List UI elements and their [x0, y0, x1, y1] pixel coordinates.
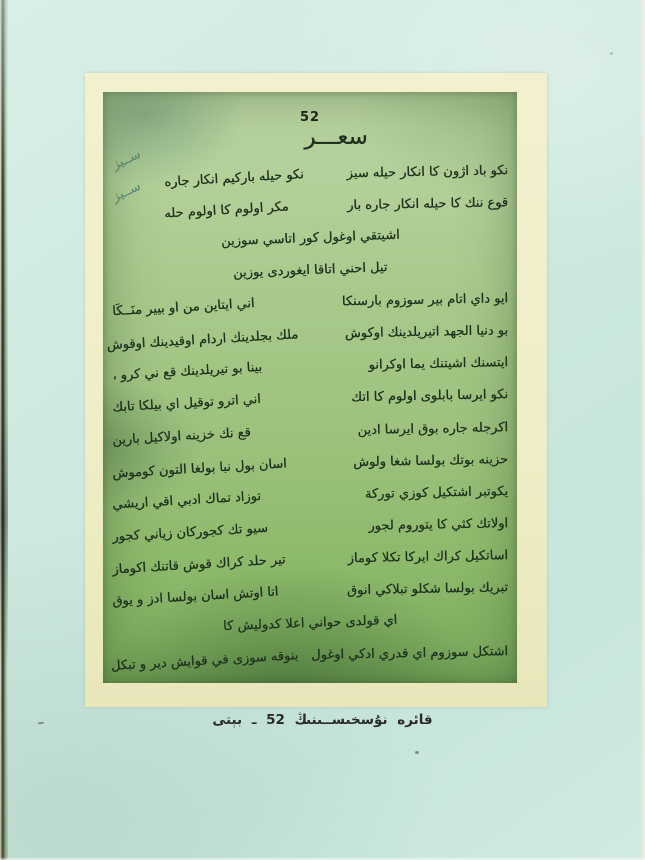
- verse-line: [112, 635, 509, 675]
- hemistich-right: يكوتبر اشتكيل كوزي توركة: [364, 483, 509, 502]
- hemistich-left: سيو تك كجوركان زياني كجور: [111, 520, 269, 544]
- hemistich-left: مكر اولوم كا اولوم حله: [163, 199, 289, 222]
- hemistich-right: اولاتك كثي كا يتوروم لجور: [368, 515, 509, 534]
- hemistich-left: اني اترو توقيل اي بيلكا تابك: [111, 391, 262, 416]
- hemistich-left: ملك بجلدينك اردام اوقيدينك اوقوش: [106, 327, 299, 354]
- hemistich-left: اسان بول نبا بولغا التون كوموش: [111, 455, 288, 481]
- margin-note: ســيز: [109, 146, 144, 174]
- photo-caption: قائره نۇسخىســىنىڭ 52 ـ بېتى: [212, 712, 433, 728]
- hemistich-left: بينا بو تيريلدينك قع ني كرو ،: [111, 359, 263, 384]
- paper-speck: [610, 52, 613, 55]
- manuscript-photo: [85, 73, 547, 707]
- book-spine-shadow: [0, 0, 8, 860]
- verse-center: اشيتقي اوغول كور اتاسي سوزين: [220, 227, 400, 249]
- plate-heading: سعـــر: [304, 124, 368, 150]
- hemistich-right: نكو ايرسا بابلوى اولوم كا اتك: [351, 387, 509, 406]
- hemistich-left: نكو حيله باركيم انكار جاره: [163, 166, 305, 190]
- margin-note: ســيز: [109, 179, 144, 206]
- hemistich-right: اشتكل سوزوم اي قدري ادكي اوغول: [310, 643, 509, 663]
- hemistich-left: اتا اوتش اسان بولسا ادز و يوق: [111, 583, 279, 609]
- verse-center: اي قولدى حواني اعلا كدوليش كا: [222, 612, 398, 634]
- manuscript-lines: [106, 146, 509, 674]
- hemistich-right: قوع ننك كا حيله انكار جاره بار: [346, 194, 509, 213]
- hemistich-left: بنوقه سوزى في قوايش دير و تبكل: [110, 647, 299, 674]
- hemistich-right: نكو باد اژون كا انكار حيله سيز: [346, 162, 509, 181]
- hemistich-right: ايتسنك اشيتنك يما اوكرانو: [368, 355, 509, 373]
- folio-number: 52: [299, 110, 321, 125]
- hemistich-right: اكرجله جاره بوق ايرسا ادين: [357, 419, 509, 438]
- page-right-edge: [640, 0, 645, 860]
- manuscript-plate: [103, 92, 517, 683]
- hemistich-right: حزينه بوتك بولسا شغا ولوش: [352, 451, 509, 470]
- hemistich-left: قع نك خزينه اولاكيل بارين: [111, 424, 252, 448]
- hemistich-left: اني ايتاين من او بيير منَــكَا: [111, 295, 255, 320]
- hemistich-left: توزاد تماك ادبي اقي اريشي: [111, 488, 262, 512]
- verse-center: تيل احني اتاقا ايغوردى يوزين: [232, 259, 388, 281]
- hemistich-right: اساتكيل كراك ايركا تكلا كوماز: [347, 547, 509, 566]
- hemistich-right: بو دنيا الجهد اتيريلدينك اوكوش: [344, 323, 509, 342]
- paper-speck: [415, 751, 419, 754]
- hemistich-left: تير حلد كراك قوش قاتنك اكوماز: [111, 551, 286, 577]
- hemistich-right: تبريك بولسا شكلو تبلاكي انوق: [346, 579, 509, 598]
- hemistich-right: ايو داي اتام بير سوزوم بارسنكا: [341, 290, 509, 310]
